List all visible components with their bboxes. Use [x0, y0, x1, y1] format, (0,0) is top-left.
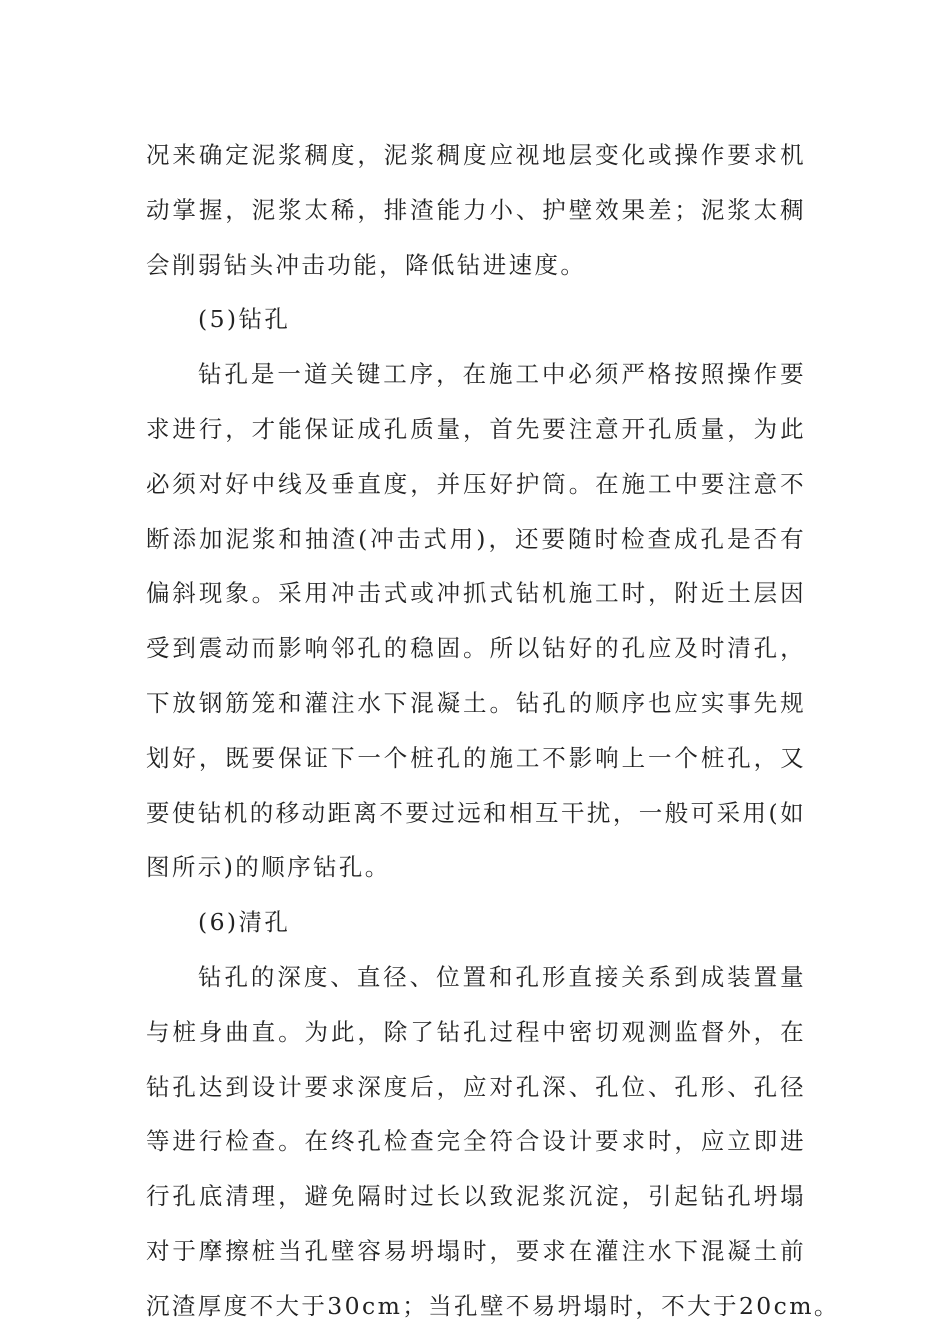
- paragraph-line: 况来确定泥浆稠度，泥浆稠度应视地层变化或操作要求机: [146, 141, 806, 169]
- paragraph-line: 钻孔达到设计要求深度后，应对孔深、孔位、孔形、孔径: [146, 1072, 806, 1101]
- paragraph-line: 对于摩擦桩当孔壁容易坍塌时，要求在灌注水下混凝土前: [146, 1236, 806, 1265]
- document-body: [146, 128, 840, 1334]
- paragraph-line: 下放钢筋笼和灌注水下混凝土。钻孔的顺序也应实事先规: [146, 688, 806, 717]
- paragraph-line: 动掌握，泥浆太稀，排渣能力小、护壁效果差；泥浆太稠: [146, 195, 806, 224]
- paragraph-line: 钻孔的深度、直径、位置和孔形直接关系到成装置量: [198, 962, 806, 991]
- paragraph-line: 断添加泥浆和抽渣(冲击式用)，还要随时检查成孔是否有: [146, 524, 806, 553]
- paragraph-line: 行孔底清理，避免隔时过长以致泥浆沉淀，引起钻孔坍塌: [146, 1182, 806, 1211]
- paragraph-line: 求进行，才能保证成孔质量，首先要注意开孔质量，为此: [146, 414, 806, 443]
- paragraph-line: 沉渣厚度不大于30cm；当孔壁不易坍塌时，不大于20cm。: [146, 1291, 840, 1320]
- paragraph-line: 偏斜现象。采用冲击式或冲抓式钻机施工时，附近土层因: [146, 579, 806, 608]
- paragraph-line: 与桩身曲直。为此，除了钻孔过程中密切观测监督外，在: [146, 1017, 806, 1046]
- paragraph-line: 要使钻机的移动距离不要过远和相互干扰，一般可采用(如: [146, 798, 806, 827]
- paragraph-line: 划好，既要保证下一个桩孔的施工不影响上一个桩孔，又: [146, 743, 806, 772]
- paragraph-line: 会削弱钻头冲击功能，降低钻进速度。: [146, 250, 587, 279]
- paragraph-line: 钻孔是一道关键工序，在施工中必须严格按照操作要: [198, 360, 806, 389]
- section-heading: (5)钻孔: [198, 305, 291, 334]
- paragraph-line: 等进行检查。在终孔检查完全符合设计要求时，应立即进: [146, 1127, 806, 1156]
- section-heading: (6)清孔: [198, 908, 291, 937]
- paragraph-line: 图所示)的顺序钻孔。: [146, 853, 391, 882]
- paragraph-line: 必须对好中线及垂直度，并压好护筒。在施工中要注意不: [146, 469, 806, 498]
- paragraph-line: 受到震动而影响邻孔的稳固。所以钻好的孔应及时清孔，: [146, 634, 806, 663]
